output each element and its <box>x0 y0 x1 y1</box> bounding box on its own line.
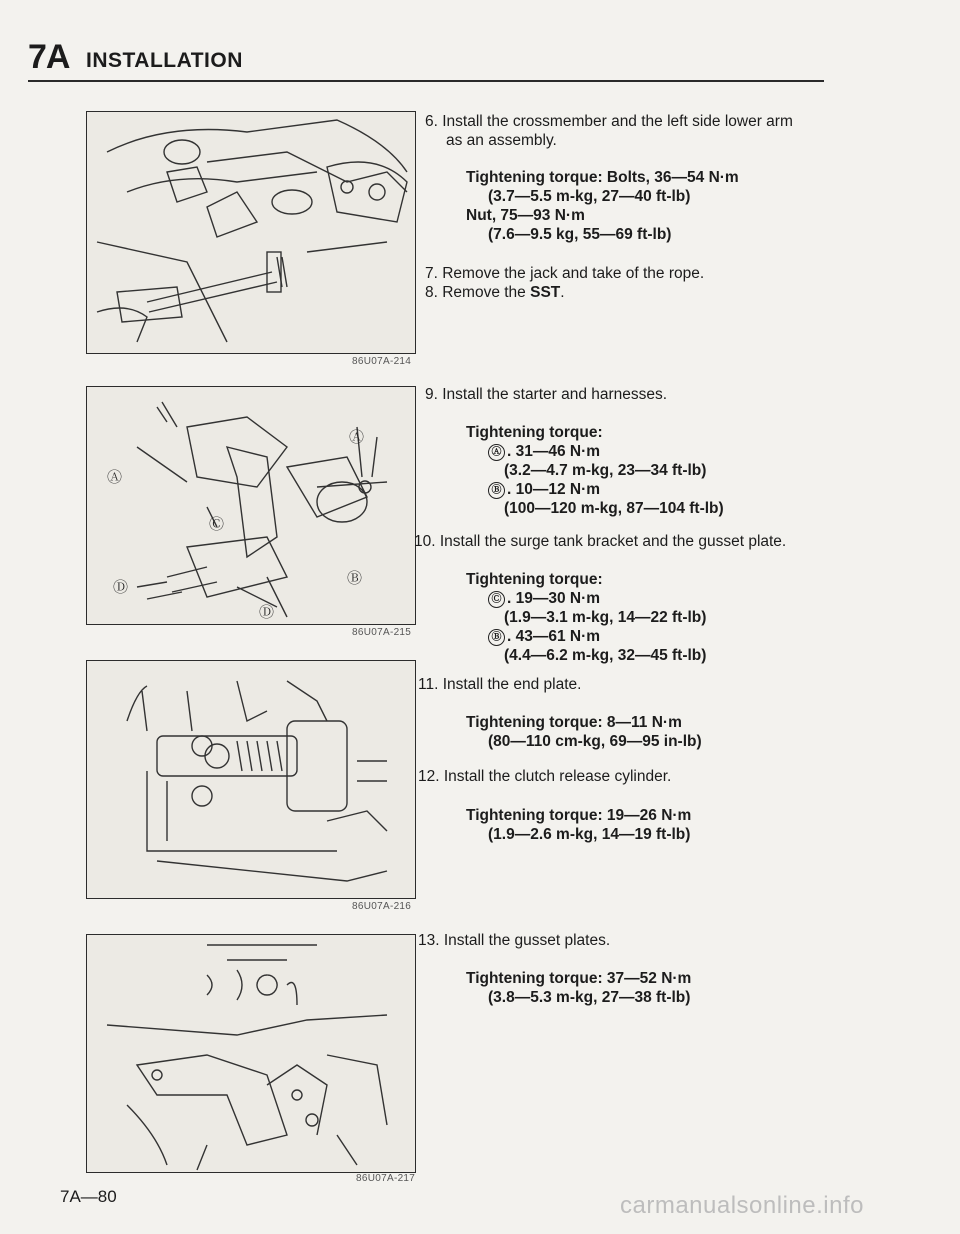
callout-d-right: Ⓓ <box>259 603 275 621</box>
figure-starter <box>86 386 416 625</box>
torque-line: (3.7—5.5 m-kg, 27—40 ft-lb) <box>488 188 691 205</box>
page-header <box>28 38 824 78</box>
callout-d-left: Ⓓ <box>113 578 129 596</box>
torque-line: (4.4—6.2 m-kg, 32—45 ft-lb) <box>504 647 707 664</box>
step-text-continued: as an assembly. <box>446 132 557 149</box>
callout-a-right: Ⓐ <box>349 428 365 446</box>
torque-line: . 10—12 N·m <box>507 481 601 498</box>
torque-line: Tightening torque: <box>466 424 603 441</box>
step-text: 8. Remove the <box>425 284 531 301</box>
step-7: 7. Remove the jack and take of the rope. <box>425 265 705 282</box>
torque-line: Tightening torque: <box>466 571 603 588</box>
bolt-marker-b: Ⓑ <box>488 629 505 646</box>
torque-line: (100—120 m-kg, 87—104 ft-lb) <box>504 500 724 517</box>
torque-line: . 43—61 N·m <box>507 628 601 645</box>
torque-line: (1.9—2.6 m-kg, 14—19 ft-lb) <box>488 826 691 843</box>
starter-illustration <box>87 387 415 624</box>
torque-line: Nut, 75—93 N·m <box>466 207 585 224</box>
torque-line: Tightening torque: 8—11 N·m <box>466 714 682 731</box>
torque-spec-step-10 <box>466 570 706 665</box>
section-title: INSTALLATION <box>86 49 243 72</box>
figure-release-cylinder <box>86 660 416 899</box>
torque-line: (1.9—3.1 m-kg, 14—22 ft-lb) <box>504 609 707 626</box>
step-6 <box>425 112 835 150</box>
torque-line: Tightening torque: Bolts, 36—54 N·m <box>466 169 739 186</box>
torque-spec-step-11 <box>466 713 702 751</box>
step-text: 6. Install the crossmember and the left side lower arm <box>425 113 793 130</box>
crossmember-illustration <box>87 112 415 353</box>
callout-a-left: Ⓐ <box>107 468 123 486</box>
bolt-marker-a: Ⓐ <box>488 444 505 461</box>
callout-c: Ⓒ <box>209 515 225 533</box>
torque-spec-step-12 <box>466 806 691 844</box>
header-rule <box>28 80 824 82</box>
bolt-marker-c: Ⓒ <box>488 591 505 608</box>
section-number: 7A <box>28 38 70 76</box>
callout-b: Ⓑ <box>347 569 363 587</box>
torque-line: (7.6—9.5 kg, 55—69 ft-lb) <box>488 226 672 243</box>
step-8 <box>425 283 835 302</box>
figure-caption: 86U07A-216 <box>352 901 412 912</box>
figure-caption: 86U07A-217 <box>356 1173 416 1184</box>
torque-spec-step-13 <box>466 969 691 1007</box>
bolt-marker-b: Ⓑ <box>488 482 505 499</box>
release-cylinder-illustration <box>87 661 415 898</box>
torque-line: . 31—46 N·m <box>507 443 601 460</box>
sst-label: SST <box>530 284 561 301</box>
gusset-plate-illustration <box>87 935 415 1172</box>
torque-spec-step-6 <box>466 168 739 244</box>
figure-caption: 86U07A-214 <box>352 356 412 367</box>
step-9: 9. Install the starter and harnesses. <box>425 386 668 403</box>
step-11: 11. Install the end plate. <box>418 676 582 693</box>
torque-line: Tightening torque: 37—52 N·m <box>466 970 692 987</box>
figure-gusset-plate <box>86 934 416 1173</box>
step-13: 13. Install the gusset plates. <box>418 932 611 949</box>
torque-line: . 19—30 N·m <box>507 590 601 607</box>
page-number: 7A—80 <box>60 1187 117 1206</box>
torque-spec-step-9 <box>466 423 724 518</box>
torque-line: Tightening torque: 19—26 N·m <box>466 807 692 824</box>
step-12: 12. Install the clutch release cylinder. <box>418 768 672 785</box>
torque-line: (80—110 cm-kg, 69—95 in-lb) <box>488 733 702 750</box>
figure-crossmember-install <box>86 111 416 354</box>
watermark: carmanualsonline.info <box>620 1192 864 1219</box>
step-10: 10. Install the surge tank bracket and the gusset plate. <box>414 533 787 550</box>
step-text-tail: . <box>560 284 565 301</box>
torque-line: (3.8—5.3 m-kg, 27—38 ft-lb) <box>488 989 691 1006</box>
torque-line: (3.2—4.7 m-kg, 23—34 ft-lb) <box>504 462 707 479</box>
figure-caption: 86U07A-215 <box>352 627 412 638</box>
